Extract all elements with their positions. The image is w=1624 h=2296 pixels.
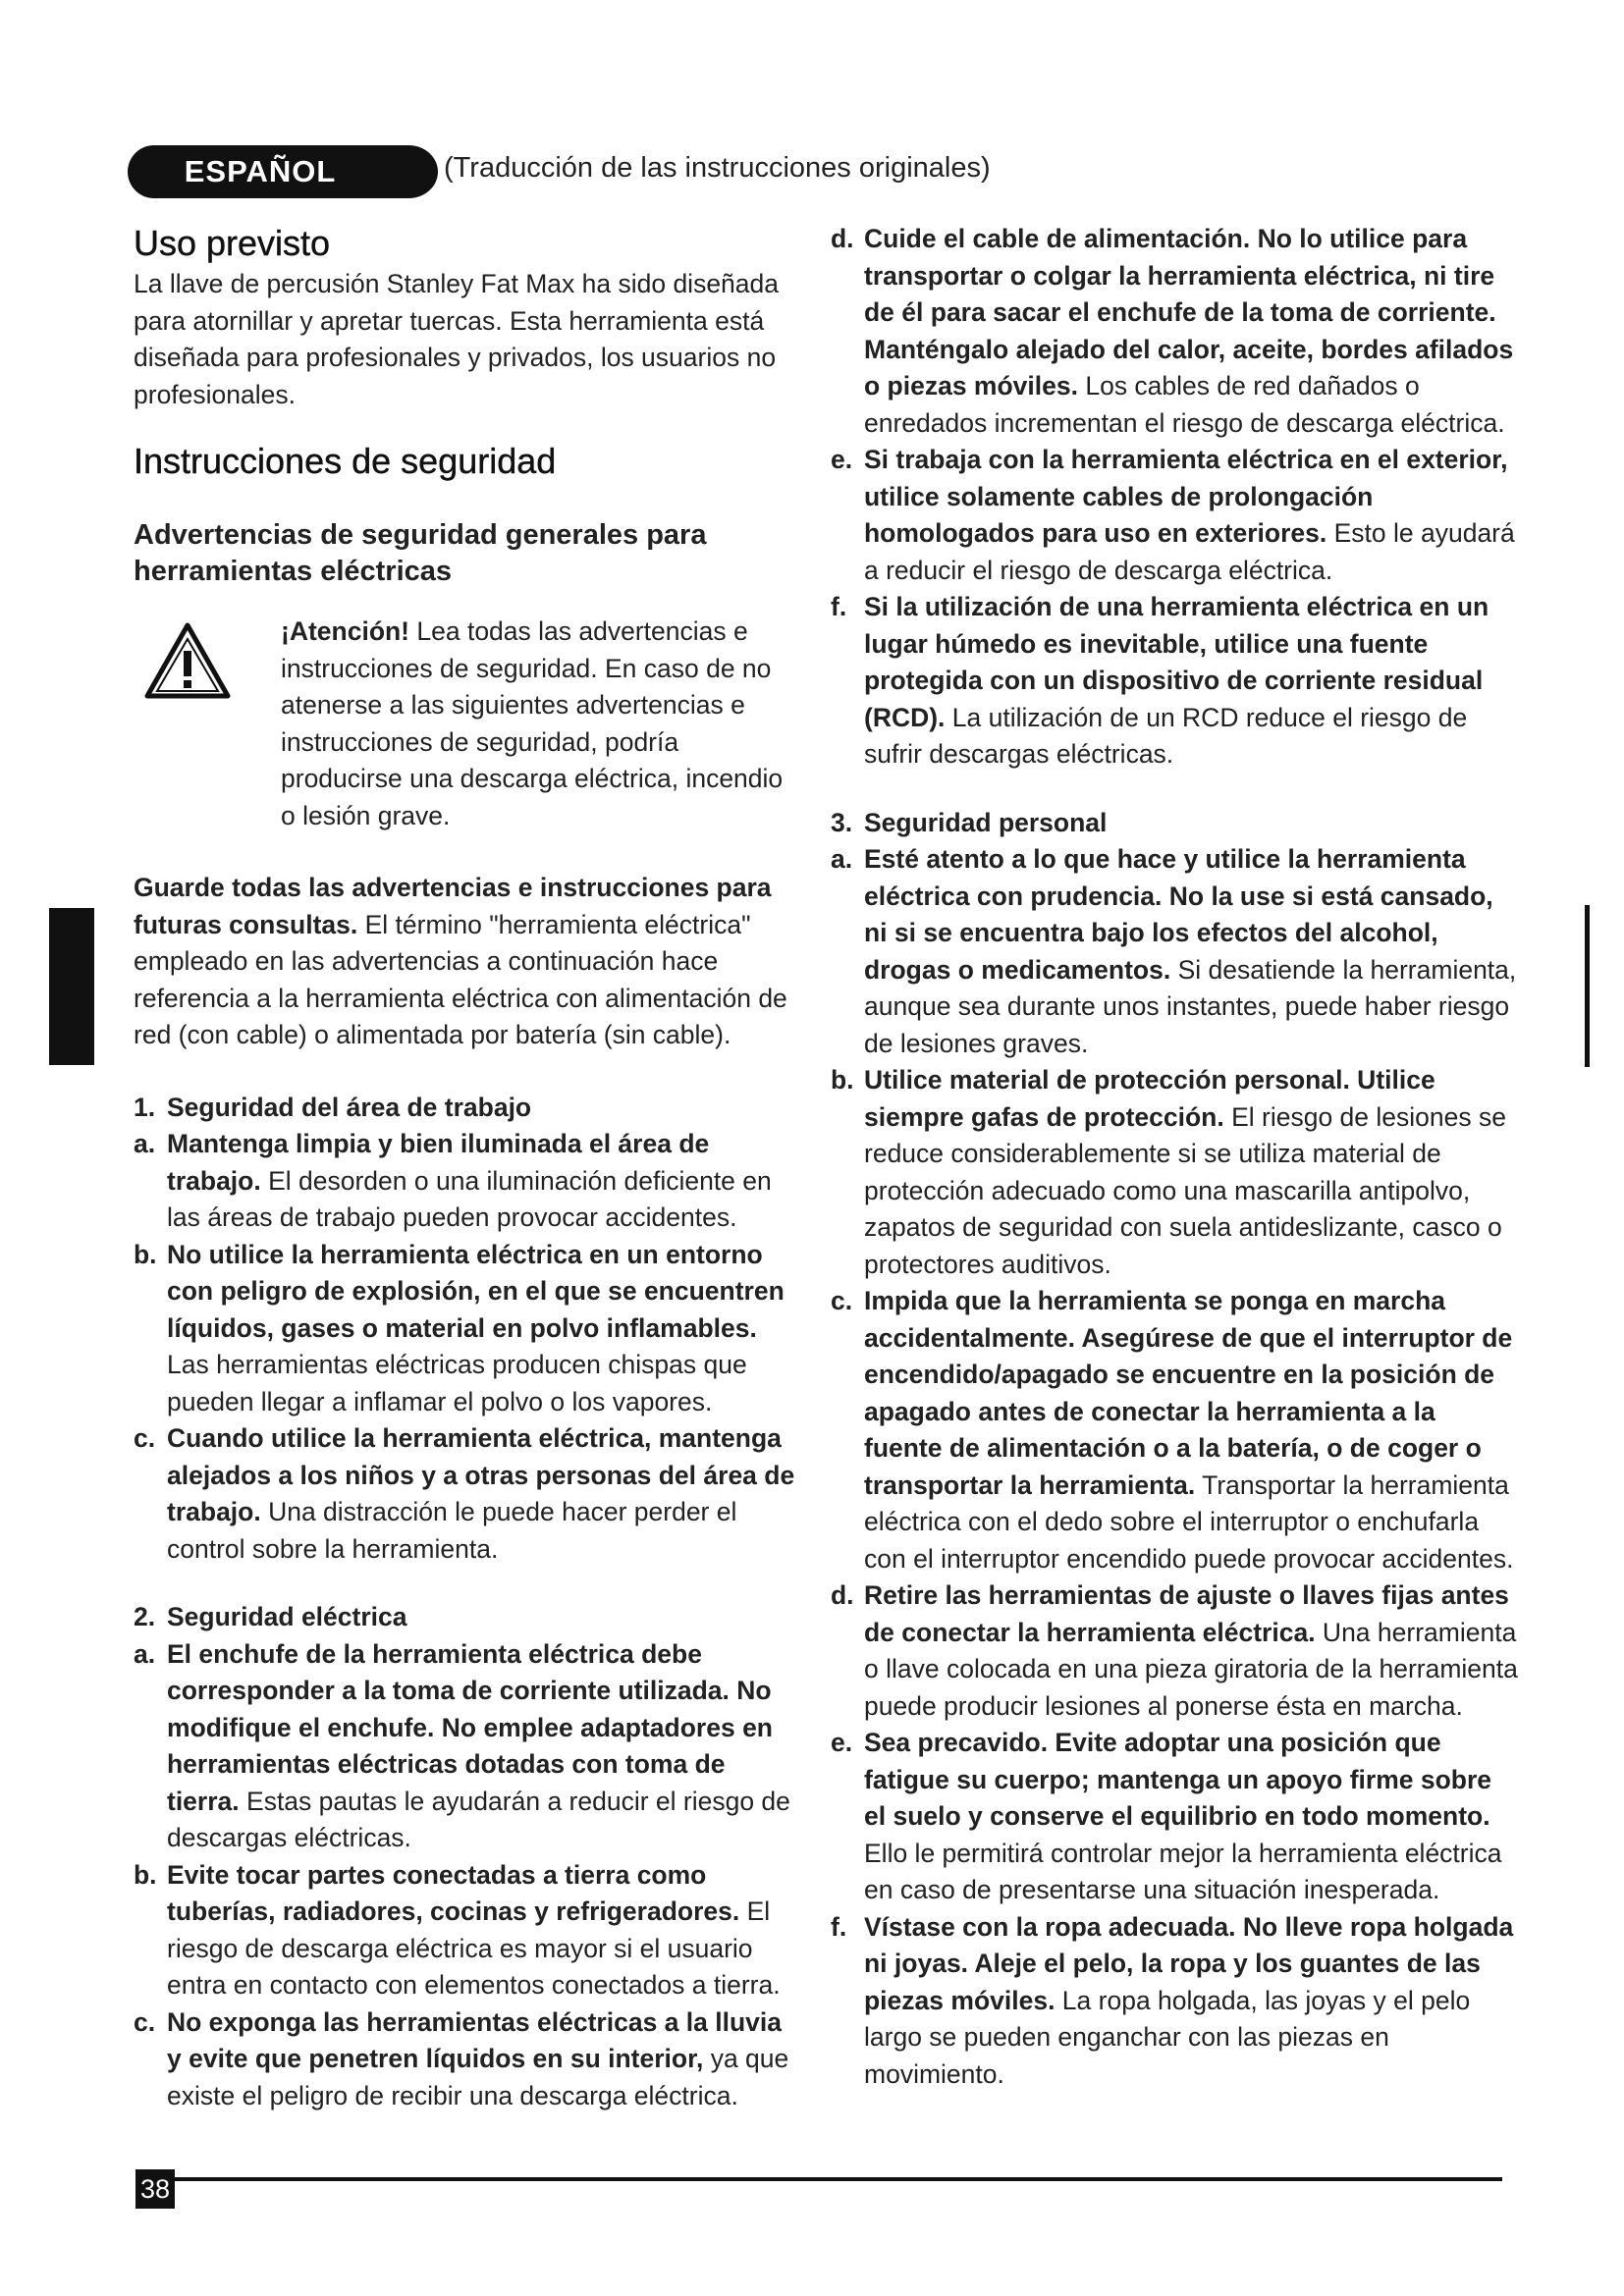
right-margin-bar — [1585, 905, 1590, 1067]
list-item-label: d. — [831, 1580, 854, 1610]
list-item-text — [864, 1283, 1518, 1577]
list-item-label: a. — [831, 844, 853, 874]
list-item-text — [167, 1857, 801, 2004]
section-3-title: Seguridad personal — [864, 807, 1108, 837]
list-item — [831, 1909, 1518, 2094]
list-item-plain: El riesgo de lesiones se reduce considerablemente si se utiliza material de protección adecuado como una mascarilla antipolvo, zapatos de seguridad con suela antideslizante, casco o protectores auditivos. — [864, 1101, 1506, 1279]
left-column — [134, 221, 801, 2114]
list-item — [134, 1636, 801, 1857]
list-item-plain: Si desatiende la herramienta, aunque sea durante unos instantes, puede haber riesgo de lesiones graves. — [864, 954, 1517, 1058]
keep-text: El término "herramienta eléctrica" empleado en las advertencias a continuación hace referencia a la herramienta eléctrica con alimentación de red (con cable) o alimentada por batería (sin cable). — [134, 909, 787, 1049]
list-item-bold: Utilice material de protección personal. Utilice siempre gafas de protección. — [864, 1065, 1435, 1132]
list-item — [831, 1283, 1518, 1577]
list-item-bold: Si trabaja con la herramienta eléctrica en el exterior, utilice solamente cables de prolongación homologados para uso en exteriores. — [864, 445, 1508, 548]
list-item — [831, 589, 1518, 774]
list-item-plain: La utilización de un RCD reduce el riesgo de sufrir descargas eléctricas. — [864, 702, 1468, 769]
list-item — [134, 1857, 801, 2004]
list-item-bold: El enchufe de la herramienta eléctrica debe corresponder a la toma de corriente utilizada. No modifique el enchufe. No emplee adaptadores en herramientas eléctricas dotadas con toma de tierra. — [167, 1638, 773, 1816]
section-2-heading — [134, 1599, 801, 1636]
list-item-plain: Ello le permitirá controlar mejor la herramienta eléctrica en caso de presentarse una situación inesperada. — [864, 1838, 1502, 1904]
list-item-label: b. — [134, 1239, 157, 1269]
intended-use-title: Uso previsto — [134, 223, 331, 263]
footer-rule — [135, 2177, 1502, 2181]
list-item-label: c. — [134, 1423, 156, 1453]
list-item — [134, 1237, 801, 1421]
list-item-text — [167, 1237, 801, 1421]
list-item — [134, 1126, 801, 1237]
list-item-text — [864, 589, 1518, 774]
list-item-label: e. — [831, 1728, 853, 1757]
warning-bold: ¡Atención! — [281, 616, 410, 646]
list-item-bold: No exponga las herramientas eléctricas a la lluvia y evite que penetren líquidos en su interior, — [167, 2006, 782, 2073]
section-2-list-continued — [831, 221, 1518, 774]
section-1-heading — [134, 1090, 801, 1127]
header-subtitle: (Traducción de las instrucciones originales) — [444, 152, 991, 184]
list-item-bold: Esté atento a lo que hace y utilice la herramienta eléctrica con prudencia. No la use si está cansado, ni si se encuentra bajo los efectos del alcohol, drogas o medicamentos. — [864, 844, 1493, 985]
list-item-bold: Impida que la herramienta se ponga en marcha accidentalmente. Asegúrese de que el interruptor de encendido/apagado se encuentre en la posición de apagado antes de conectar la herramienta a la fuente de alimentación o a la batería, o de coger o transportar la herramienta. — [864, 1286, 1513, 1500]
warning-block — [134, 614, 801, 834]
list-item-bold: Retire las herramientas de ajuste o llaves fijas antes de conectar la herramienta eléctrica. — [864, 1580, 1509, 1647]
intended-use-text: La llave de percusión Stanley Fat Max ha sido diseñada para atornillar y apretar tuercas. Esta herramienta está diseñada para profesionales y privados, los usuarios no profesionales. — [134, 269, 780, 409]
list-item-bold: Vístase con la ropa adecuada. No lleve ropa holgada ni joyas. Aleje el pelo, la ropa y los guantes de las piezas móviles. — [864, 1911, 1514, 2015]
list-item-text — [167, 1126, 801, 1237]
list-item-plain: Las herramientas eléctricas producen chispas que pueden llegar a inflamar el polvo o los vapores. — [167, 1350, 747, 1416]
warning-text: Lea todas las advertencias e instrucciones de seguridad. En caso de no atenerse a las siguientes advertencias e instrucciones de seguridad, podría producirse una descarga eléctrica, incendio o lesión grave. — [281, 616, 784, 830]
list-item-text — [864, 221, 1518, 442]
list-item-plain: La ropa holgada, las joyas y el pelo largo se pueden enganchar con las piezas en movimiento. — [864, 1985, 1471, 2089]
language-badge — [128, 145, 412, 198]
general-warnings-title: Advertencias de seguridad generales para herramientas eléctricas — [134, 519, 707, 587]
keep-instructions-paragraph — [134, 870, 801, 1054]
list-item-bold: Cuando utilice la herramienta eléctrica, mantenga alejados a los niños y a otras personas del área de trabajo. — [167, 1423, 795, 1526]
list-item-bold: Sea precavido. Evite adoptar una posición que fatigue su cuerpo; mantenga un apoyo firme sobre el suelo y conserve el equilibrio en todo momento. — [864, 1728, 1492, 1831]
list-item-plain: Los cables de red dañados o enredados incrementan el riesgo de descarga eléctrica. — [864, 371, 1505, 438]
list-item-bold: Mantenga limpia y bien iluminada el área de trabajo. — [167, 1129, 710, 1196]
list-item-label: c. — [134, 2006, 156, 2037]
list-item-text — [864, 1909, 1518, 2094]
list-item-text — [864, 1577, 1518, 1725]
list-item-text — [167, 1420, 801, 1568]
list-item — [831, 1725, 1518, 1909]
section-3-number: 3. — [831, 807, 853, 837]
list-item-text — [167, 1636, 801, 1857]
list-item-label: a. — [134, 1129, 156, 1158]
list-item-label: c. — [831, 1286, 853, 1315]
list-item-label: f. — [831, 592, 847, 621]
list-item-text — [167, 2004, 801, 2115]
section-2-title: Seguridad eléctrica — [167, 1602, 407, 1631]
list-item-label: b. — [831, 1065, 854, 1095]
list-item — [831, 1062, 1518, 1283]
warning-paragraph — [281, 614, 801, 834]
section-1-list — [134, 1126, 801, 1568]
section-1-number: 1. — [134, 1092, 156, 1122]
page-number: 38 — [135, 2169, 175, 2209]
section-3-list — [831, 841, 1518, 2093]
list-item — [134, 2004, 801, 2115]
list-item-text — [864, 1725, 1518, 1909]
list-item-text — [864, 442, 1518, 589]
list-item-label: b. — [134, 1859, 157, 1890]
list-item-label: e. — [831, 445, 853, 474]
language-label: ESPAÑOL — [184, 154, 337, 188]
list-item-label: d. — [831, 224, 854, 253]
section-2-list — [134, 1636, 801, 2115]
list-item-plain: ya que existe el peligro de recibir una descarga eléctrica. — [167, 2044, 789, 2110]
list-item — [831, 1577, 1518, 1725]
list-item — [831, 841, 1518, 1062]
list-item-plain: Transportar la herramienta eléctrica con el dedo sobre el interruptor o enchufarla con el interruptor encendido puede provocar accidentes. — [864, 1469, 1514, 1574]
section-2-number: 2. — [134, 1602, 156, 1631]
list-item — [134, 1420, 801, 1568]
list-item-plain: El desorden o una iluminación deficiente en las áreas de trabajo pueden provocar accidentes. — [167, 1165, 772, 1232]
side-tab-marker — [49, 908, 94, 1065]
list-item-plain: Estas pautas le ayudarán a reducir el riesgo de descargas eléctricas. — [167, 1786, 790, 1852]
list-item-plain: Una distracción le puede hacer perder el control sobre la herramienta. — [167, 1497, 737, 1564]
list-item — [831, 442, 1518, 589]
list-item-text — [864, 841, 1518, 1062]
list-item — [831, 221, 1518, 442]
list-item-plain: El riesgo de descarga eléctrica es mayor si el usuario entra en contacto con elementos conectados a tierra. — [167, 1896, 781, 2000]
section-3-heading — [831, 805, 1518, 842]
list-item-bold: No utilice la herramienta eléctrica en un entorno con peligro de explosión, en el que se encuentren líquidos, gases o material en polvo inflamables. — [167, 1239, 785, 1343]
list-item-bold: Evite tocar partes conectadas a tierra como tuberías, radiadores, cocinas y refrigeradores. — [167, 1859, 740, 1926]
list-item-label: a. — [134, 1638, 156, 1669]
list-item-plain: Una herramienta o llave colocada en una pieza giratoria de la herramienta puede producir lesiones al ponerse ésta en marcha. — [864, 1617, 1518, 1721]
list-item-bold: Si la utilización de una herramienta eléctrica en un lugar húmedo es inevitable, utilice una fuente protegida con un dispositivo de corriente residual (RCD). — [864, 592, 1489, 732]
list-item-label: f. — [831, 1911, 847, 1942]
safety-instructions-title: Instrucciones de seguridad — [134, 441, 557, 481]
list-item-bold: Cuide el cable de alimentación. No lo utilice para transportar o colgar la herramienta eléctrica, ni tire de él para sacar el enchufe de la toma de corriente. Manténgalo alejado del calor, aceite, bordes afilados o piezas móviles. — [864, 224, 1514, 400]
section-1-title: Seguridad del área de trabajo — [167, 1092, 532, 1122]
right-column — [831, 221, 1518, 2093]
warning-triangle-icon — [143, 621, 232, 700]
list-item-plain: Esto le ayudará a reducir el riesgo de descarga eléctrica. — [864, 518, 1515, 585]
list-item-text — [864, 1062, 1518, 1283]
keep-bold: Guarde todas las advertencias e instrucciones para futuras consultas. — [134, 873, 772, 939]
